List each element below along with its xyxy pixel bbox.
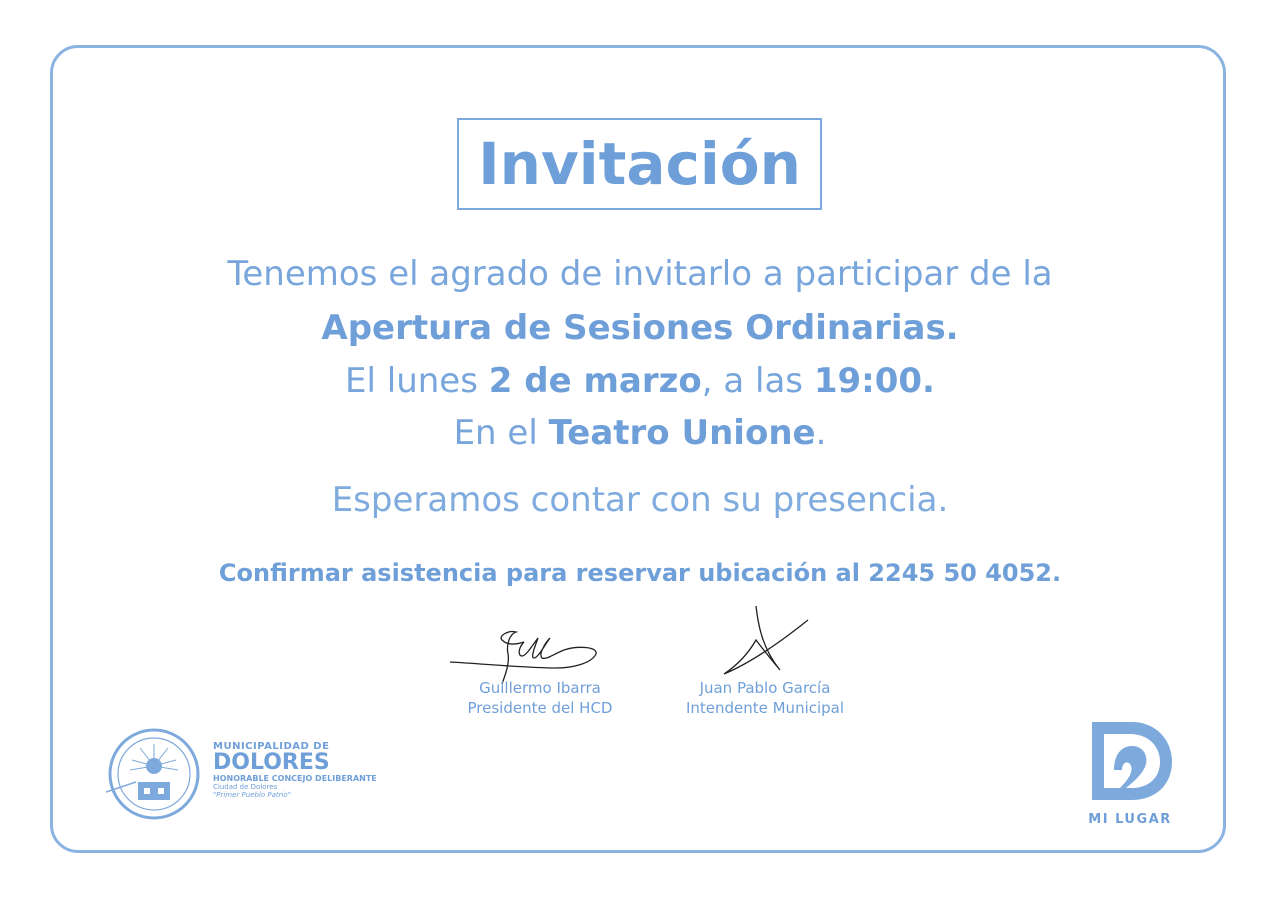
rsvp-suffix: . [1052, 559, 1062, 587]
city-motto: "Primer Pueblo Patrio" [213, 791, 291, 799]
council-name: HONORABLE CONCEJO DELIBERANTE [213, 774, 377, 783]
municipality-city: DOLORES [213, 750, 330, 775]
event-venue-line [0, 413, 1280, 453]
title-box [457, 118, 822, 210]
signer-name: Guillermo Ibarra [479, 679, 601, 697]
event-date: 2 de marzo [488, 361, 702, 401]
rsvp-text: Confirmar asistencia para reservar ubicación al [218, 559, 869, 587]
rsvp-line [0, 559, 1280, 587]
municipality-block [213, 741, 377, 799]
signature-block-1 [430, 678, 650, 718]
rsvp-phone: 2245 50 4052 [868, 559, 1052, 587]
venue-suffix: . [815, 413, 827, 453]
mi-lugar-logo-icon [1086, 718, 1176, 804]
brand-name: MI LUGAR [1088, 812, 1172, 827]
page-title: Invitación [478, 130, 801, 198]
event-venue: Teatro Unione [548, 413, 816, 453]
signature-garcia-icon [718, 604, 818, 684]
signature-block-2 [655, 678, 875, 718]
signer-name: Juan Pablo García [699, 679, 831, 697]
venue-prefix: En el [453, 413, 549, 453]
municipality-header: MUNICIPALIDAD DE [213, 741, 330, 752]
date-prefix: El lunes [345, 361, 489, 401]
time-prefix: , a las [701, 361, 814, 401]
event-date-line [0, 361, 1280, 401]
municipal-seal-icon [106, 726, 202, 822]
event-name: Apertura de Sesiones Ordinarias. [321, 308, 959, 348]
event-time: 19:00. [813, 361, 935, 401]
closing-text: Esperamos contar con su presencia. [331, 480, 949, 520]
city-subtitle: Ciudad de Dolores [213, 783, 278, 791]
signer-role: Intendente Municipal [685, 699, 845, 717]
intro-text: Tenemos el agrado de invitarlo a participar de la [227, 254, 1053, 294]
signer-role: Presidente del HCD [467, 699, 613, 717]
